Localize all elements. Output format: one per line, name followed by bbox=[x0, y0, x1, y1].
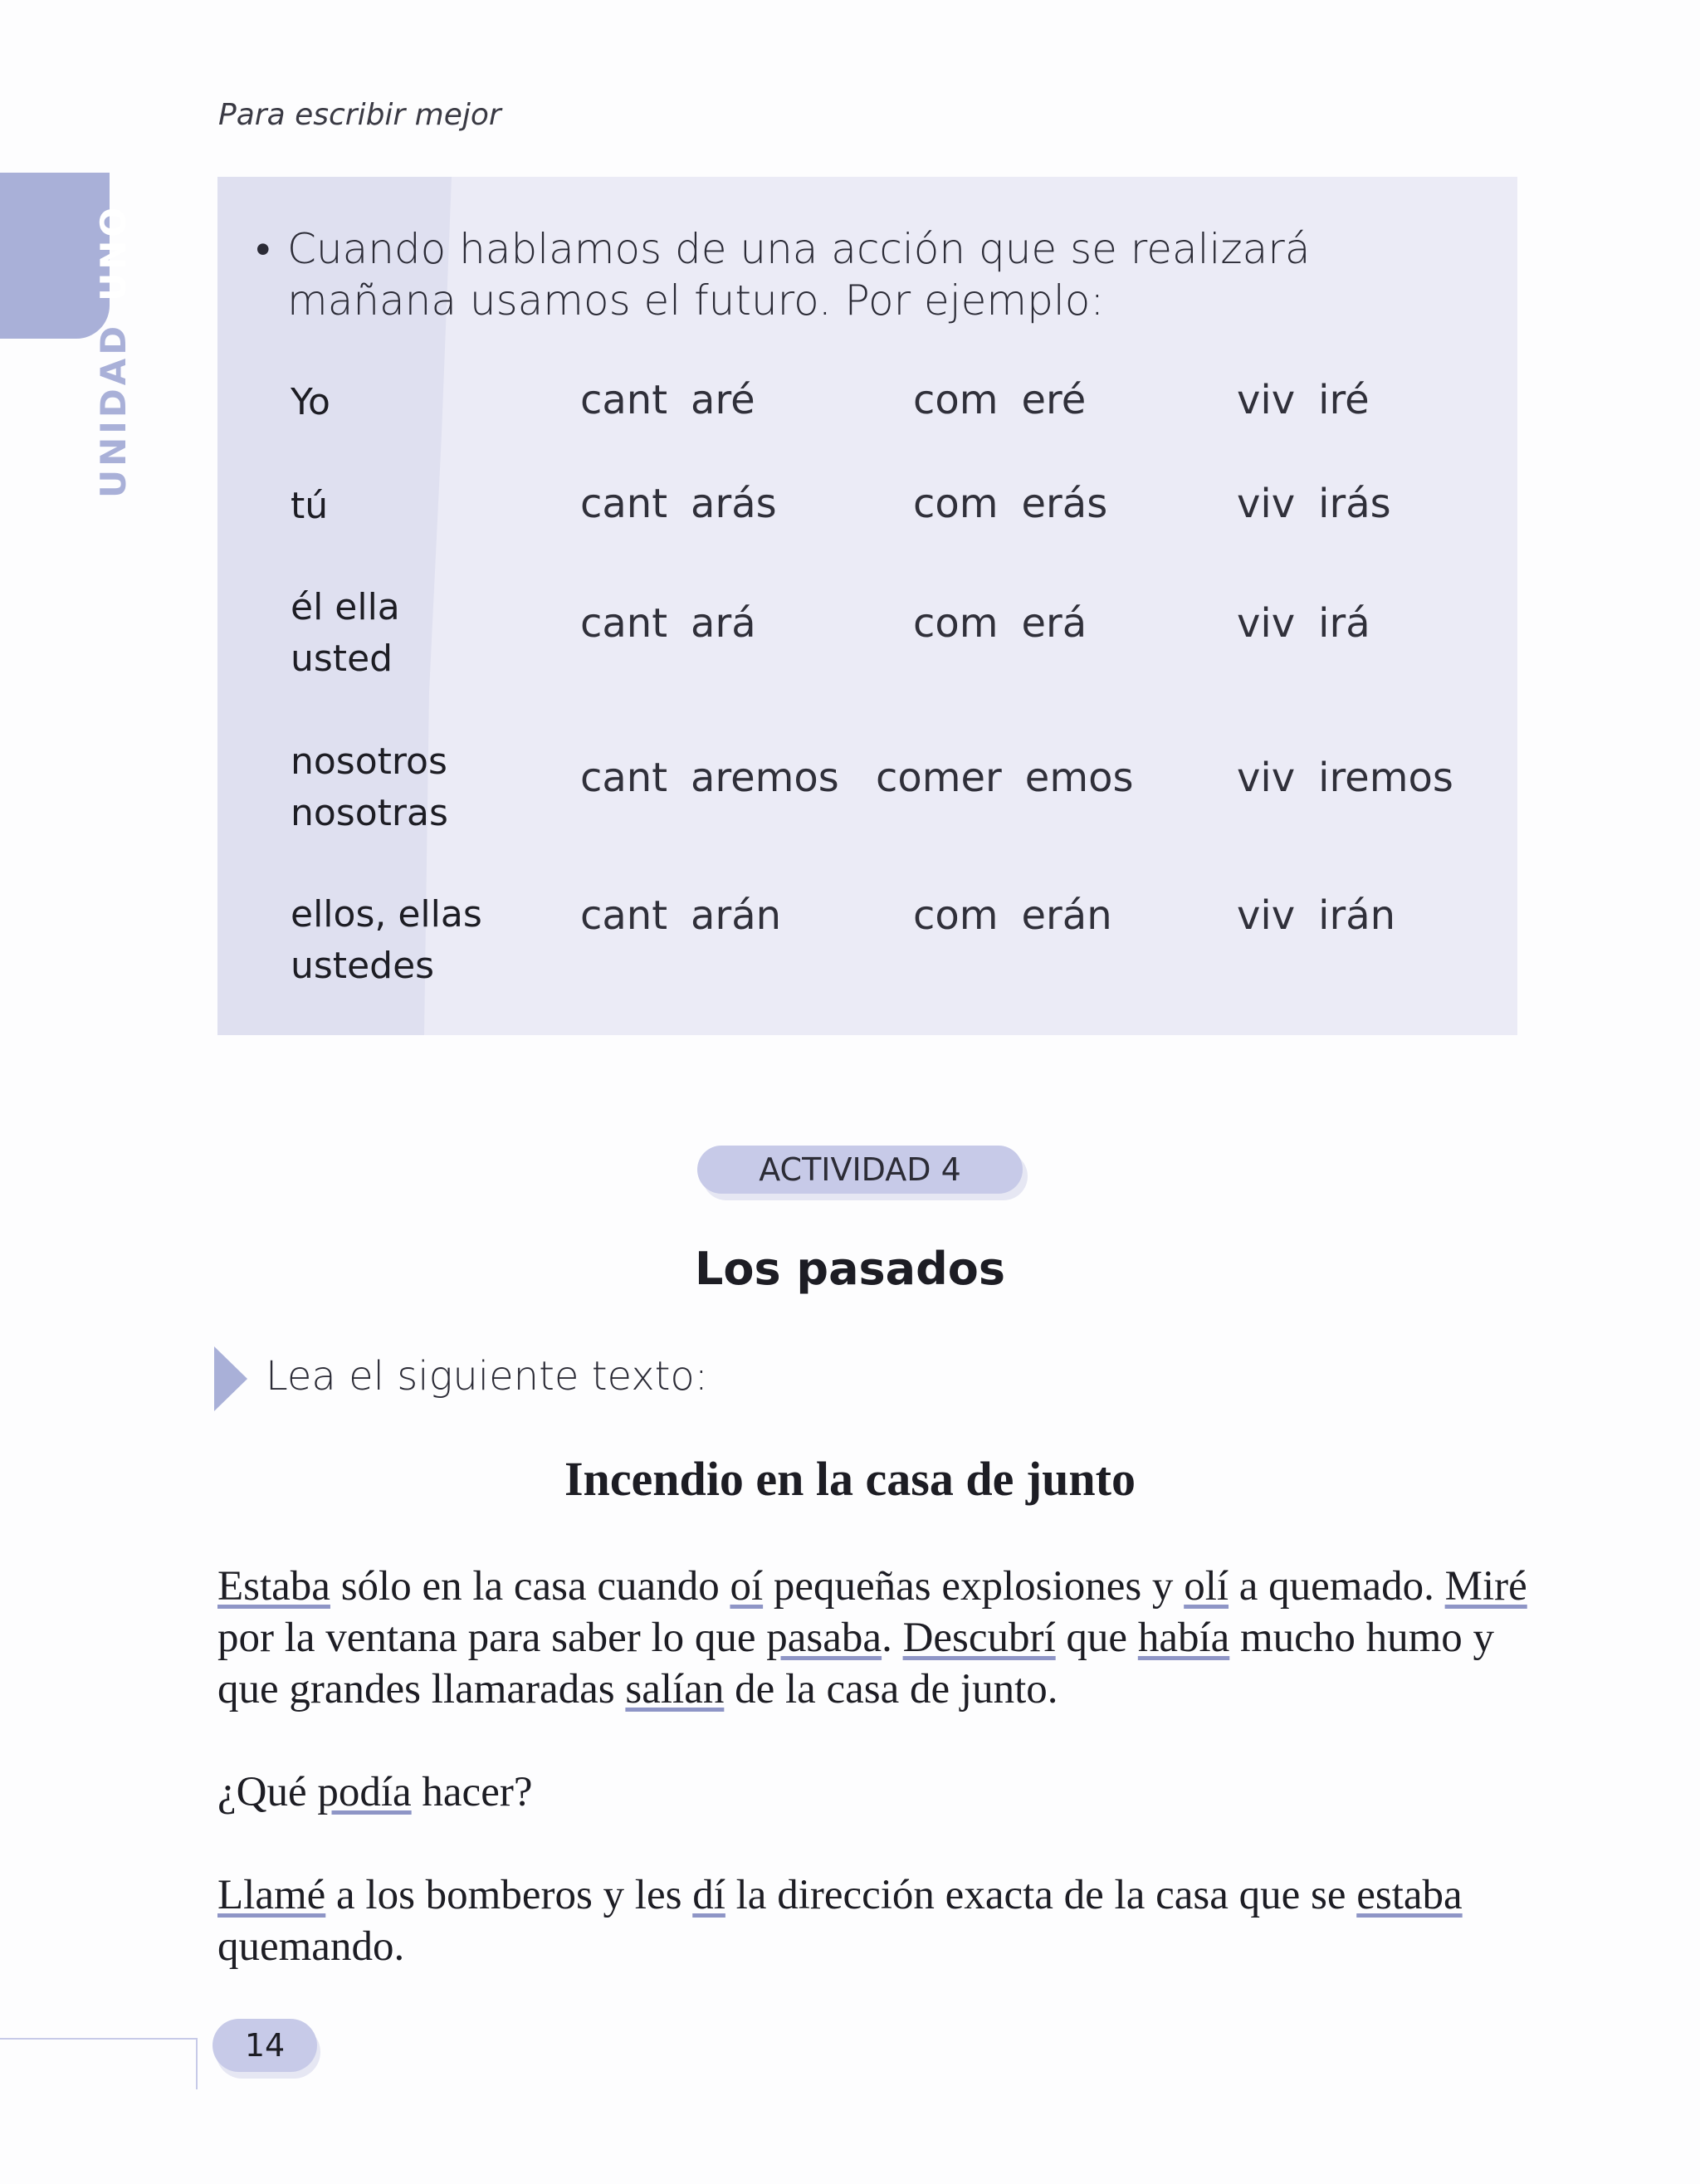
verb-ar bbox=[580, 755, 839, 801]
verb-ar bbox=[580, 481, 777, 527]
pronoun-cell bbox=[291, 736, 448, 839]
verb-er bbox=[913, 600, 1087, 647]
verb-stem: cant bbox=[580, 892, 668, 939]
verb-ir bbox=[1237, 377, 1370, 423]
footer-rule bbox=[0, 2038, 198, 2089]
verb-stem: com bbox=[913, 600, 999, 647]
story-text: por la ventana para saber lo que bbox=[217, 1615, 767, 1661]
activity-badge: ACTIVIDAD 4 bbox=[697, 1146, 1023, 1194]
verb-stem: comer bbox=[876, 755, 1002, 801]
underlined-verb: pasaba bbox=[766, 1615, 882, 1661]
story-text: a quemado. bbox=[1229, 1563, 1445, 1610]
story-text: quemando. bbox=[217, 1923, 405, 1970]
pronoun-cell: Yo bbox=[291, 381, 330, 423]
verb-ar bbox=[580, 892, 781, 939]
verb-stem: cant bbox=[580, 377, 668, 423]
underlined-verb: había bbox=[1137, 1615, 1230, 1661]
story-text: mucho humo y que grandes llamaradas bbox=[217, 1615, 1494, 1713]
verb-ir bbox=[1237, 755, 1453, 801]
bullet-icon: • bbox=[256, 225, 271, 273]
story-text: la dirección exacta de la casa que se bbox=[725, 1872, 1357, 1918]
verb-ending: arás bbox=[691, 481, 777, 527]
pronoun-cell bbox=[291, 582, 400, 685]
verb-er bbox=[876, 755, 1133, 801]
underlined-verb: salían bbox=[625, 1666, 725, 1713]
story-text: ¿Qué bbox=[217, 1769, 318, 1815]
pronoun-cell: tú bbox=[291, 485, 329, 527]
verb-er bbox=[913, 481, 1107, 527]
verb-stem: com bbox=[913, 481, 999, 527]
verb-ending: erán bbox=[1021, 892, 1112, 939]
page-number: 14 bbox=[212, 2019, 317, 2072]
verb-stem: com bbox=[913, 892, 999, 939]
verb-ar bbox=[580, 377, 755, 423]
pronoun-line: él ella bbox=[291, 586, 400, 628]
verb-stem: viv bbox=[1237, 600, 1296, 647]
verb-ending: iré bbox=[1318, 377, 1370, 423]
verb-stem: viv bbox=[1237, 377, 1296, 423]
verb-ending: irás bbox=[1318, 481, 1391, 527]
verb-ending: ará bbox=[691, 600, 756, 647]
arrow-marker-icon bbox=[214, 1346, 247, 1411]
verb-ending: emos bbox=[1024, 755, 1134, 801]
verb-stem: viv bbox=[1237, 755, 1296, 801]
verb-ending: erás bbox=[1021, 481, 1108, 527]
story-text: sólo en la casa cuando bbox=[330, 1563, 730, 1610]
verb-ir bbox=[1237, 892, 1395, 939]
verb-stem: cant bbox=[580, 481, 668, 527]
verb-ending: erá bbox=[1021, 600, 1087, 647]
unit-label-word1: UNIDAD bbox=[93, 322, 134, 498]
underlined-verb: olí bbox=[1184, 1563, 1229, 1610]
running-header: Para escribir mejor bbox=[218, 98, 501, 132]
story-text: hacer? bbox=[411, 1769, 533, 1815]
story-text: que bbox=[1055, 1615, 1138, 1661]
underlined-verb: Llamé bbox=[217, 1872, 326, 1918]
verb-ending: iremos bbox=[1318, 755, 1453, 801]
story-text: a los bomberos y les bbox=[325, 1872, 693, 1918]
verb-ending: irá bbox=[1318, 600, 1370, 647]
underlined-verb: estaba bbox=[1356, 1872, 1463, 1918]
verb-stem: com bbox=[913, 377, 999, 423]
verb-ending: irán bbox=[1318, 892, 1396, 939]
intro-bullet bbox=[257, 223, 1436, 326]
verb-ending: eré bbox=[1021, 377, 1087, 423]
story-paragraph-2 bbox=[217, 1766, 1546, 1818]
verb-ending: aré bbox=[691, 377, 755, 423]
instruction-text: Lea el siguiente texto: bbox=[266, 1353, 708, 1400]
verb-er bbox=[913, 377, 1086, 423]
verb-ending: arán bbox=[691, 892, 782, 939]
verb-ending: aremos bbox=[691, 755, 839, 801]
story-paragraph-3 bbox=[217, 1869, 1546, 1972]
story-text: . bbox=[882, 1615, 903, 1661]
verb-er bbox=[913, 892, 1112, 939]
pronoun-cell bbox=[291, 889, 482, 992]
verb-stem: cant bbox=[580, 600, 668, 647]
underlined-verb: podía bbox=[317, 1769, 412, 1815]
pronoun-line: ustedes bbox=[291, 945, 435, 987]
verb-stem: viv bbox=[1237, 892, 1296, 939]
intro-text: Cuando hablamos de una acción que se realizará mañana usamos el futuro. Por ejemplo: bbox=[287, 225, 1311, 325]
underlined-verb: dí bbox=[692, 1872, 725, 1918]
unit-label bbox=[93, 204, 134, 498]
verb-ir bbox=[1237, 600, 1370, 647]
verb-stem: cant bbox=[580, 755, 668, 801]
pronoun-line: usted bbox=[291, 638, 393, 680]
unit-label-word2: UNO bbox=[93, 203, 134, 301]
verb-stem: viv bbox=[1237, 481, 1296, 527]
pronoun-line: ellos, ellas bbox=[291, 893, 482, 936]
underlined-verb: oí bbox=[730, 1563, 764, 1610]
story-text: de la casa de junto. bbox=[724, 1666, 1058, 1713]
story-paragraph-1 bbox=[217, 1561, 1546, 1715]
underlined-verb: Descubrí bbox=[902, 1615, 1056, 1661]
pronoun-line: nosotros bbox=[291, 740, 447, 783]
story-text: pequeñas explosiones y bbox=[763, 1563, 1185, 1610]
pronoun-line: nosotras bbox=[291, 792, 448, 834]
future-tense-box bbox=[217, 177, 1517, 1035]
verb-ar bbox=[580, 600, 756, 647]
underlined-verb: Estaba bbox=[217, 1563, 330, 1610]
verb-ir bbox=[1237, 481, 1391, 527]
underlined-verb: Miré bbox=[1444, 1563, 1527, 1610]
story-title: Incendio en la casa de junto bbox=[564, 1452, 1136, 1506]
activity-title: Los pasados bbox=[694, 1243, 1006, 1295]
